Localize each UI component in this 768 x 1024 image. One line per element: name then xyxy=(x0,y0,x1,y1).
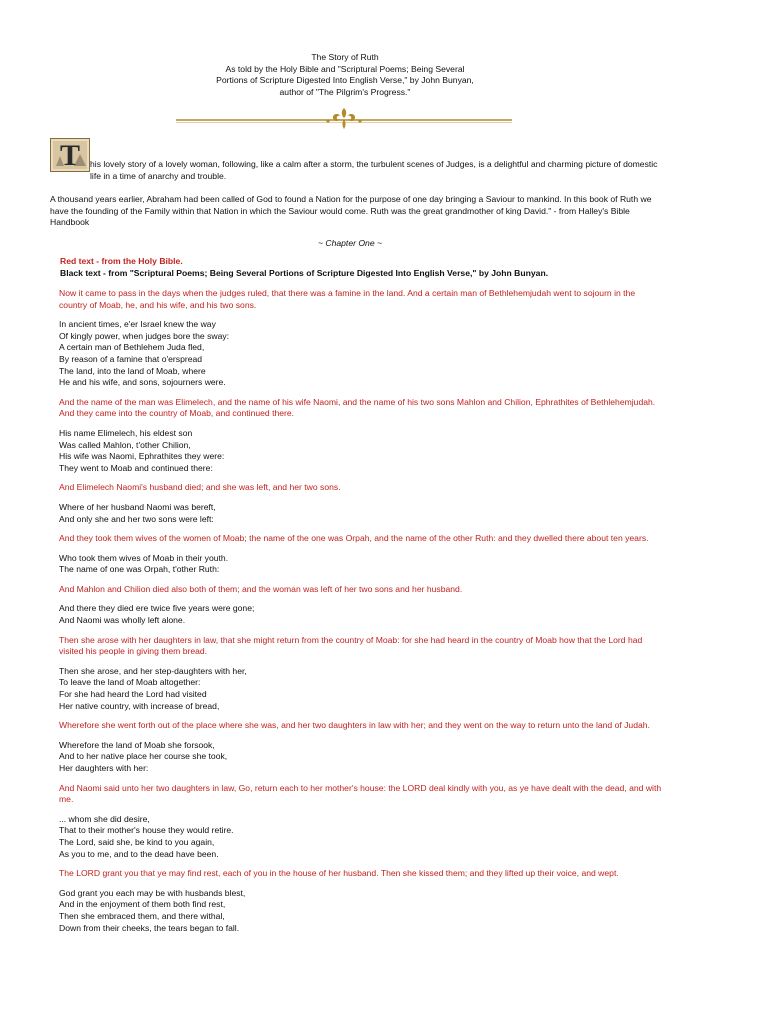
title-block xyxy=(170,52,520,98)
verse-line: To leave the land of Moab altogether: xyxy=(59,677,201,688)
verse-line: They went to Moab and continued there: xyxy=(59,462,213,473)
subtitle-line: Portions of Scripture Digested Into English Verse," by John Bunyan, xyxy=(216,75,474,85)
verse-line: And in the enjoyment of them both find rest, xyxy=(59,899,226,910)
fleuron-icon xyxy=(326,108,361,129)
verse-line: Her native country, with increase of bread, xyxy=(59,700,220,711)
verse-line: The name of one was Orpah, t'other Ruth: xyxy=(59,564,220,575)
verse-line: ... whom she did desire, xyxy=(59,813,150,824)
verse-stanza xyxy=(59,319,664,389)
verse-stanza xyxy=(59,814,664,860)
svg-text:T: T xyxy=(59,139,81,172)
scripture-passage: And Naomi said unto her two daughters in law, Go, return each to her mother's house: the LORD deal kindly with you, as ye have dealt with the dead, and with me. xyxy=(59,782,662,805)
scripture-passage: Now it came to pass in the days when the judges ruled, that there was a famine in the land. And a certain man of Bethlehemjudah went to sojourn in the country of Moab, he, and his wife, and his two sons. xyxy=(59,288,636,310)
legend-red-line: Red text - from the Holy Bible. xyxy=(60,256,183,266)
subtitle-line: As told by the Holy Bible and "Scriptural Poems; Being Several xyxy=(225,63,465,74)
scripture-passage: Wherefore she went forth out of the place where she was, and her two daughters in law with her; and they went on the way to return unto the land of Judah. xyxy=(59,720,650,731)
drop-cap-illustration xyxy=(50,138,90,172)
verse-stanza xyxy=(59,428,664,474)
verse-stanza xyxy=(59,603,664,626)
poem-body xyxy=(59,288,664,942)
ornamental-divider xyxy=(176,104,512,134)
intro-paragraph: his lovely story of a lovely woman, following, like a calm after a storm, the turbulent scenes of Judges, is a delightful and charming picture of domestic life in a time of anarchy and trouble. xyxy=(90,159,658,181)
verse-line: Then she embraced them, and there withal, xyxy=(59,910,225,921)
verse-stanza xyxy=(59,666,664,712)
verse-line: He and his wife, and sons, sojourners were. xyxy=(59,377,226,388)
verse-line: Who took them wives of Moab in their youth. xyxy=(59,552,229,563)
verse-stanza xyxy=(59,553,664,576)
verse-line: By reason of a famine that o'erspread xyxy=(59,353,203,364)
verse-line: The land, into the land of Moab, where xyxy=(59,365,206,376)
verse-line: A certain man of Bethlehem Juda fled, xyxy=(59,342,205,353)
chapter-heading: ~ Chapter One ~ xyxy=(317,238,383,248)
verse-line: As you to me, and to the dead have been. xyxy=(59,848,219,859)
verse-line: Then she arose, and her step-daughters with her, xyxy=(59,665,247,676)
verse-line: Wherefore the land of Moab she forsook, xyxy=(59,739,215,750)
title-line: The Story of Ruth xyxy=(311,52,379,62)
verse-line: And to her native place her course she took, xyxy=(59,751,228,762)
verse-stanza xyxy=(59,740,664,775)
scripture-passage: The LORD grant you that ye may find rest, each of you in the house of her husband. Then she kissed them; and they lifted up their voice, and wept. xyxy=(59,868,619,879)
subtitle-line: author of "The Pilgrim's Progress." xyxy=(279,86,411,97)
scripture-passage: And Elimelech Naomi's husband died; and she was left, and her two sons. xyxy=(59,482,341,493)
color-legend xyxy=(60,256,660,279)
verse-line: The Lord, said she, be kind to you again, xyxy=(59,836,215,847)
verse-line: That to their mother's house they would retire. xyxy=(59,825,234,836)
verse-line: Where of her husband Naomi was bereft, xyxy=(59,501,216,512)
verse-line: And Naomi was wholly left alone. xyxy=(59,615,186,626)
verse-line: In ancient times, e'er Israel knew the way xyxy=(59,319,216,330)
verse-stanza xyxy=(59,502,664,525)
intro-paragraph: A thousand years earlier, Abraham had been called of God to found a Nation for the purpose of one day bringing a Saviour to mankind. In this book of Ruth we have the founding of the Family within that Nation in which the Saviour would come. Ruth was the great grandmother of king David." - from Halley's Bible Handbook xyxy=(50,194,652,228)
verse-line: His name Elimelech, his eldest son xyxy=(59,427,193,438)
legend-black-line: Black text - from "Scriptural Poems; Being Several Portions of Scripture Digested Into English Verse," by John Bunyan. xyxy=(60,267,549,278)
verse-line: Of kingly power, when judges bore the sway: xyxy=(59,330,230,341)
introduction xyxy=(50,138,665,229)
verse-stanza xyxy=(59,888,664,934)
verse-line: And only she and her two sons were left: xyxy=(59,513,214,524)
scripture-passage: And Mahlon and Chilion died also both of them; and the woman was left of her two sons and her husband. xyxy=(59,583,463,594)
verse-line: Was called Mahlon, t'other Chilion, xyxy=(59,439,191,450)
verse-line: For she had heard the Lord had visited xyxy=(59,689,207,700)
verse-line: God grant you each may be with husbands blest, xyxy=(59,887,246,898)
verse-line: Her daughters with her: xyxy=(59,763,149,773)
verse-line: And there they died ere twice five years were gone; xyxy=(59,603,255,614)
scripture-passage: And they took them wives of the women of Moab; the name of the one was Orpah, and the name of the other Ruth: and they dwelled there about ten years. xyxy=(59,533,649,544)
scripture-passage: And the name of the man was Elimelech, and the name of his wife Naomi, and the name of his two sons Mahlon and Chilion, Ephrathites of Bethlehemjudah. And they came into the country of Moab, and continued there. xyxy=(59,396,656,419)
verse-line: His wife was Naomi, Ephrathites they were: xyxy=(59,451,225,462)
scripture-passage: Then she arose with her daughters in law, that she might return from the country of Moab: for she had heard in the country of Moab how that the Lord had visited his people in giving them bread. xyxy=(59,634,643,657)
verse-line: Down from their cheeks, the tears began to fall. xyxy=(59,922,240,933)
